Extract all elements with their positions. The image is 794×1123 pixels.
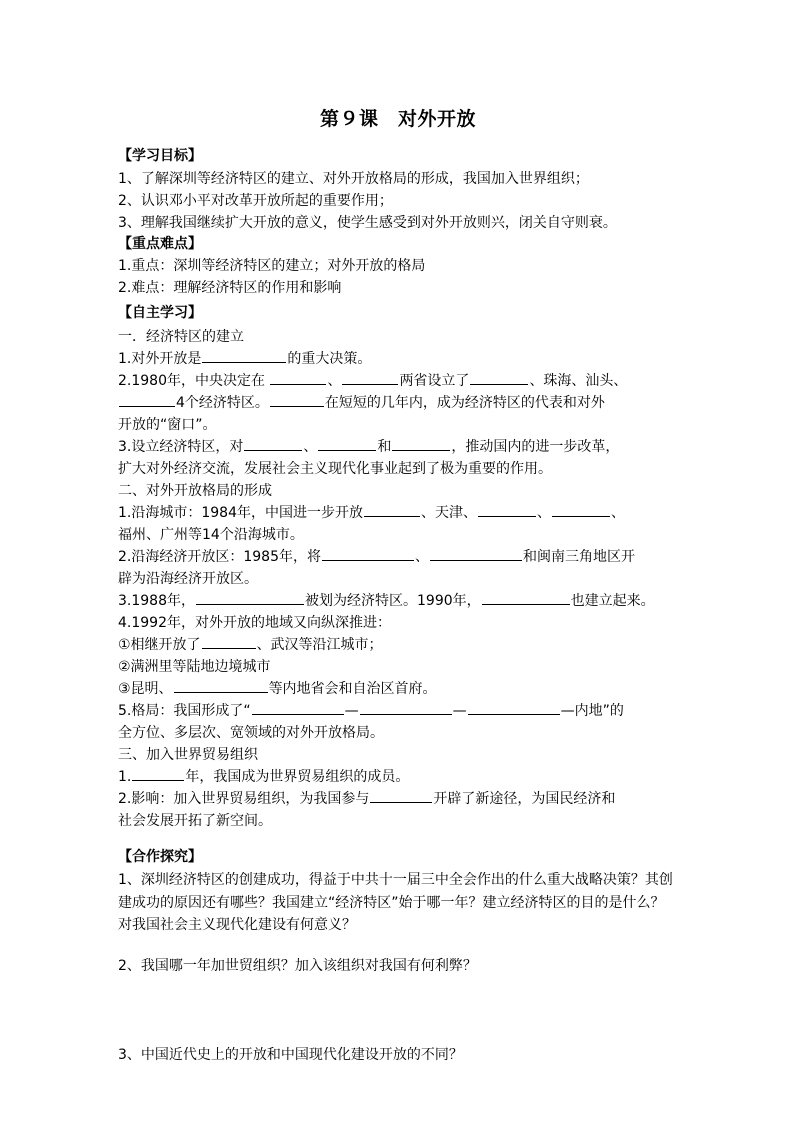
blank-field[interactable] [342,370,398,385]
text-line: 福州、广州等14个沿海城市。 [118,527,304,543]
goal-item: 3、理解我国继续扩大开放的意义，使学生感受到对外开放则兴，闭关自守则衰。 [118,215,617,231]
blank-field[interactable] [468,700,560,715]
blank-field[interactable] [202,348,286,363]
fill-line: ③昆明、 等内地省会和自治区首府。 [118,678,678,700]
text-line: 扩大对外经济交流，发展社会主义现代化事业起到了极为重要的作用。 [118,461,552,477]
fill-line: 1. 年，我国成为世界贸易组织的成员。 [118,766,678,788]
blank-field[interactable] [244,436,302,451]
question-2: 2、我国哪一年加世贸组织？加入该组织对我国有何利弊？ [118,958,477,974]
fill-line: 2.影响：加入世界贸易组织，为我国参与 开辟了新途径，为国民经济和 [118,788,678,810]
key-item: 2.难点：理解经济特区的作用和影响 [118,280,342,296]
blank-field[interactable] [552,502,610,517]
question-1: 1、深圳经济特区的创建成功，得益于中共十一届三中全会作出的什么重大战略决策？其创建成功的原因还有哪些？我国建立“经济特区”始于哪一年？建立经济特区的目的是什么？对我国社会主义现代化建设有何意义？ [118,872,673,933]
question-3: 3、中国近代史上的开放和中国现代化建设开放的不同？ [118,1047,463,1063]
blank-field[interactable] [430,546,522,561]
section3-title: 三、加入世界贸易组织 [118,747,258,763]
blank-field[interactable] [482,590,570,605]
blank-field[interactable] [252,700,344,715]
text-line: 辟为沿海经济开放区。 [118,571,258,587]
page-title: 第９课 对外开放 [319,108,476,130]
fill-line: 3.设立经济特区，对 、 和 ，推动国内的进一步改革， [118,436,678,458]
text-line: 全方位、多层次、宽领域的对外开放格局。 [118,725,384,741]
fill-line: 3.1988年， 被划为经济特区。1990年， 也建立起来。 [118,590,678,612]
goal-item: 1、了解深圳等经济特区的建立、对外开放格局的形成，我国加入世界组织； [118,171,589,187]
fill-line: 2.1980年，中央决定在 、 两省设立了 、珠海、汕头、 [118,370,678,392]
blank-field[interactable] [392,436,450,451]
fill-line: 4个经济特区。 在短短的几年内，成为经济特区的代表和对外 [118,392,678,414]
text-line: 开放的“窗口”。 [118,417,217,433]
blank-field[interactable] [270,370,326,385]
blank-field[interactable] [478,502,536,517]
text-line: 社会发展开拓了新空间。 [118,813,272,829]
goals-heading: 【学习目标】 [118,148,202,164]
key-heading: 【重点难点】 [118,236,202,252]
fill-line: 1.对外开放是 的重大决策。 [118,348,678,370]
fill-line: ①相继开放了 、武汉等沿江城市； [118,634,678,656]
cooperation-heading: 【合作探究】 [118,849,202,865]
blank-field[interactable] [119,392,175,407]
blank-field[interactable] [470,370,528,385]
text-line: ②满洲里等陆地边境城市 [118,659,271,675]
blank-field[interactable] [360,700,452,715]
text-line: 4.1992年，对外开放的地域又向纵深推进： [118,615,391,631]
goal-item: 2、认识邓小平对改革开放所起的重要作用； [118,193,393,209]
blank-field[interactable] [174,678,268,693]
blank-field[interactable] [322,546,414,561]
section1-title: 一．经济特区的建立 [118,329,244,345]
blank-field[interactable] [132,766,184,781]
fill-line: 1.沿海城市：1984年，中国进一步开放 、天津、 、 、 [118,502,678,524]
blank-field[interactable] [364,502,420,517]
fill-line: 2.沿海经济开放区：1985年，将 、 和闽南三角地区开 [118,546,678,568]
blank-field[interactable] [370,788,432,803]
blank-field[interactable] [202,634,256,649]
self-study-heading: 【自主学习】 [118,305,202,321]
key-item: 1.重点：深圳等经济特区的建立；对外开放的格局 [118,258,426,274]
blank-field[interactable] [270,392,324,407]
fill-line: 5.格局：我国形成了“ — — —内地”的 [118,700,678,722]
blank-field[interactable] [196,590,304,605]
section2-title: 二、对外开放格局的形成 [118,483,272,499]
blank-field[interactable] [318,436,376,451]
